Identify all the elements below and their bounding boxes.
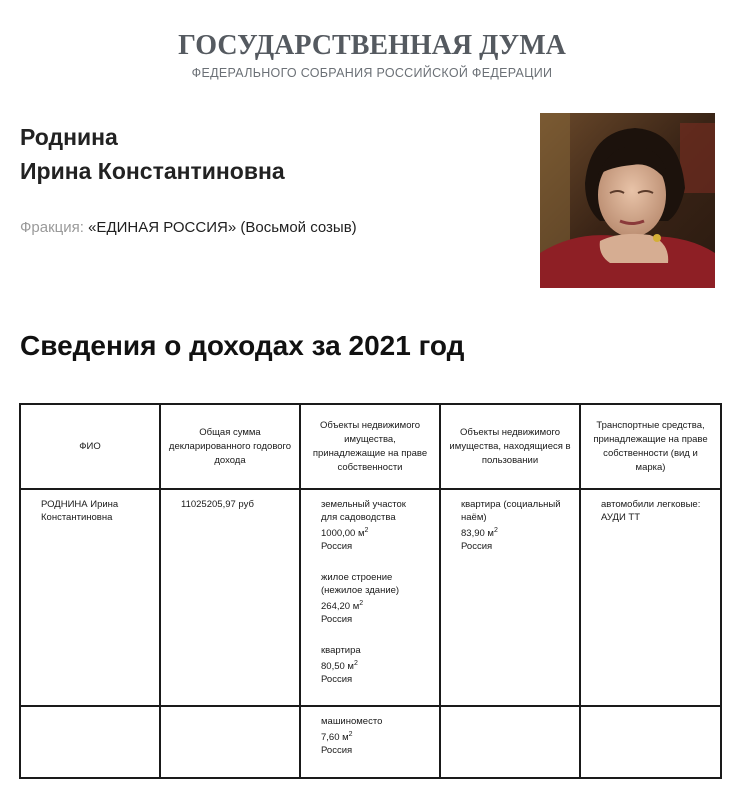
cell-income: 11025205,97 руб — [160, 489, 300, 706]
col-header-income: Общая сумма декларированного годового дохода — [160, 404, 300, 489]
faction-line — [20, 219, 357, 236]
cell-fio: РОДНИНА Ирина Константиновна — [20, 489, 160, 706]
duma-header — [0, 30, 744, 80]
cell-owned-property — [300, 706, 440, 778]
used-object: квартира (социальный наём) 83,90 $м^2$ Россия — [461, 499, 561, 553]
cell-vehicles-empty — [580, 706, 721, 778]
owned-object: квартира 80,50 $м^2$ Россия — [321, 645, 361, 686]
table-row — [20, 489, 721, 706]
duma-title[interactable]: ГОСУДАРСТВЕННАЯ ДУМА — [178, 30, 566, 61]
portrait-image — [540, 113, 715, 288]
income-declaration-table — [19, 403, 722, 779]
duma-subtitle: ФЕДЕРАЛЬНОГО СОБРАНИЯ РОССИЙСКОЙ ФЕДЕРАЦИИ — [191, 66, 553, 80]
table-header-row — [20, 404, 721, 489]
cell-owned-property — [300, 489, 440, 706]
cell-used-property-empty — [440, 706, 580, 778]
col-header-vehicles: Транспортные средства, принадлежащие на праве собственности (вид и марка) — [580, 404, 721, 489]
cell-vehicles: автомобили легковые: АУДИ ТТ — [580, 489, 721, 706]
owned-object: машиноместо 7,60 $м^2$ Россия — [321, 716, 383, 757]
deputy-surname: Роднина — [20, 124, 118, 150]
col-header-owned-property: Объекты недвижимого имущества, принадлежащие на праве собственности — [300, 404, 440, 489]
cell-fio-empty — [20, 706, 160, 778]
col-header-fio: ФИО — [20, 404, 160, 489]
deputy-given-names: Ирина Константиновна — [20, 158, 285, 184]
deputy-photo — [540, 113, 715, 288]
deputy-name — [20, 120, 285, 188]
faction-link[interactable]: «ЕДИНАЯ РОССИЯ» (Восьмой созыв) — [88, 219, 357, 236]
cell-used-property — [440, 489, 580, 706]
faction-label: Фракция: — [20, 219, 84, 236]
cell-income-empty — [160, 706, 300, 778]
owned-object: земельный участок для садоводства 1000,00 $м^2$ Россия — [321, 499, 406, 553]
owned-object: жилое строение (нежилое здание) 264,20 $м^2$ Россия — [321, 572, 400, 626]
income-section-title: Сведения о доходах за 2021 год — [20, 330, 465, 361]
table-row — [20, 706, 721, 778]
col-header-used-property: Объекты недвижимого имущества, находящиеся в пользовании — [440, 404, 580, 489]
